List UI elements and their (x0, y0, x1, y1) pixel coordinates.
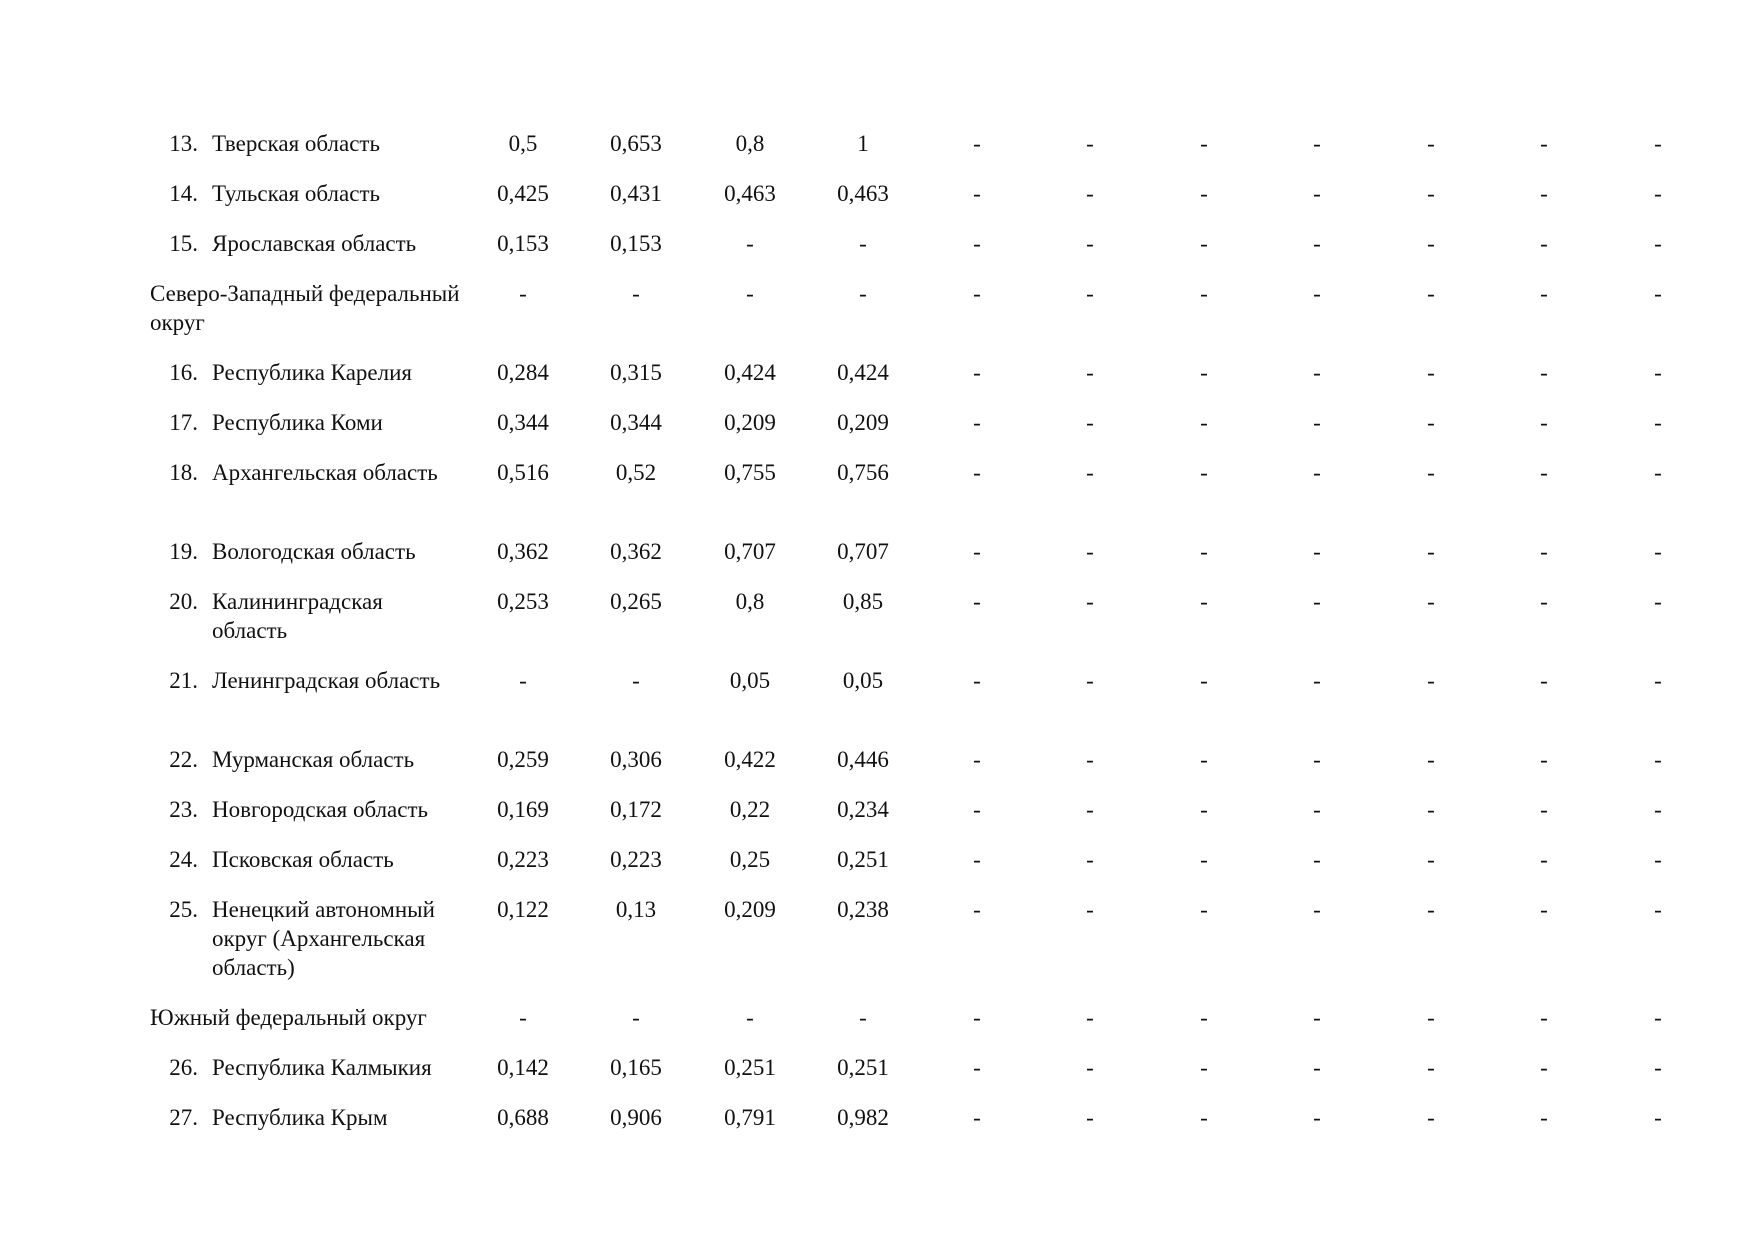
value-cell: 0,223 (610, 847, 662, 872)
value-cell: - (1654, 1055, 1662, 1080)
region-name: Тверская область (212, 131, 380, 156)
value-cell: 0,431 (610, 181, 662, 206)
region-name: Республика Карелия (212, 360, 413, 385)
value-cell: - (1313, 1005, 1321, 1030)
value-cell: - (1427, 181, 1435, 206)
value-cell: - (1654, 747, 1662, 772)
value-cell: - (1654, 360, 1662, 385)
value-cell: - (1200, 1055, 1208, 1080)
value-cell: - (1313, 360, 1321, 385)
value-cell: 0,05 (842, 668, 884, 693)
value-cell: - (746, 1005, 754, 1030)
value-cell: - (973, 1005, 981, 1030)
value-cell: - (1654, 589, 1662, 614)
value-cell: 0,265 (610, 589, 662, 614)
value-cell: 0,259 (497, 747, 549, 772)
value-cell: 0,209 (837, 410, 889, 435)
value-cell: - (1313, 460, 1321, 485)
value-cell: - (1654, 1105, 1662, 1130)
table-row (150, 1053, 1680, 1103)
value-cell: - (973, 131, 981, 156)
value-cell: - (1200, 1005, 1208, 1030)
value-cell: - (1200, 231, 1208, 256)
value-cell: - (1654, 181, 1662, 206)
table-row (150, 129, 1680, 179)
value-cell: - (1427, 1005, 1435, 1030)
value-cell: 0,707 (837, 539, 889, 564)
value-cell: - (1313, 539, 1321, 564)
value-cell: 0,209 (724, 410, 776, 435)
value-cell: 0,153 (610, 231, 662, 256)
value-cell: - (973, 231, 981, 256)
value-cell: 0,906 (610, 1105, 662, 1130)
value-cell: 0,463 (837, 181, 889, 206)
region-name: Ленинградская область (212, 668, 441, 693)
value-cell: - (1427, 589, 1435, 614)
value-cell: 0,5 (508, 131, 538, 156)
value-cell: 0,8 (735, 131, 765, 156)
row-number: 15. (169, 231, 198, 256)
table-row (150, 745, 1680, 795)
value-cell: - (1540, 747, 1548, 772)
value-cell: - (1086, 539, 1094, 564)
value-cell: - (1654, 668, 1662, 693)
value-cell: - (1654, 281, 1662, 306)
value-cell: 0,446 (837, 747, 889, 772)
value-cell: - (973, 847, 981, 872)
value-cell: 0,8 (735, 589, 765, 614)
row-number: 27. (169, 1105, 198, 1130)
value-cell: - (1654, 897, 1662, 922)
value-cell: - (973, 360, 981, 385)
value-cell: - (1313, 797, 1321, 822)
value-cell: - (1200, 360, 1208, 385)
value-cell: - (1654, 410, 1662, 435)
value-cell: - (1654, 1005, 1662, 1030)
value-cell: - (973, 410, 981, 435)
value-cell: 0,424 (837, 360, 889, 385)
value-cell: 0,251 (837, 1055, 889, 1080)
value-cell: - (1086, 847, 1094, 872)
table-row (150, 895, 1680, 1003)
value-cell: - (1540, 281, 1548, 306)
value-cell: 0,25 (729, 847, 771, 872)
value-cell: 0,755 (724, 460, 776, 485)
value-cell: 0,85 (842, 589, 884, 614)
value-cell: - (1427, 281, 1435, 306)
value-cell: - (1313, 131, 1321, 156)
value-cell: - (1654, 231, 1662, 256)
region-name: Республика Калмыкия (212, 1055, 432, 1080)
value-cell: - (1200, 847, 1208, 872)
value-cell: - (973, 281, 981, 306)
value-cell: - (1313, 410, 1321, 435)
value-cell: - (1654, 797, 1662, 822)
value-cell: - (1654, 539, 1662, 564)
value-cell: - (1200, 668, 1208, 693)
region-name: Республика Коми (212, 410, 383, 435)
value-cell: - (973, 1055, 981, 1080)
table-row (150, 408, 1680, 458)
value-cell: - (973, 797, 981, 822)
value-cell: 0,707 (724, 539, 776, 564)
value-cell: 0,982 (837, 1105, 889, 1130)
value-cell: 0,425 (497, 181, 549, 206)
value-cell: - (519, 668, 527, 693)
value-cell: - (1086, 131, 1094, 156)
value-cell: - (1540, 181, 1548, 206)
value-cell: - (1427, 131, 1435, 156)
value-cell: - (1086, 181, 1094, 206)
row-number: 21. (169, 668, 198, 693)
value-cell: - (1200, 131, 1208, 156)
value-cell: 0,344 (610, 410, 662, 435)
value-cell: - (1427, 410, 1435, 435)
value-cell: - (973, 747, 981, 772)
value-cell: 0,251 (724, 1055, 776, 1080)
value-cell: - (519, 1005, 527, 1030)
region-name: Псковская область (212, 847, 394, 872)
value-cell: - (1313, 1055, 1321, 1080)
district-row (150, 1003, 1680, 1053)
value-cell: - (1313, 589, 1321, 614)
value-cell: - (1086, 797, 1094, 822)
table-row (150, 458, 1680, 537)
value-cell: - (632, 1005, 640, 1030)
region-name: Мурманская область (212, 747, 415, 772)
region-name: Калининградская область (212, 589, 383, 643)
value-cell: - (1427, 360, 1435, 385)
value-cell: - (1086, 589, 1094, 614)
value-cell: - (1427, 897, 1435, 922)
row-number: 25. (169, 897, 198, 922)
table-row (150, 179, 1680, 229)
value-cell: - (973, 589, 981, 614)
value-cell: - (1427, 1055, 1435, 1080)
row-number: 22. (169, 747, 198, 772)
row-number: 20. (169, 589, 198, 614)
district-name: Северо-Западный федеральный округ (150, 281, 460, 335)
region-name: Тульская область (212, 181, 380, 206)
value-cell: - (1086, 460, 1094, 485)
value-cell: - (1654, 847, 1662, 872)
value-cell: - (1540, 847, 1548, 872)
value-cell: - (1313, 181, 1321, 206)
table-row (150, 587, 1680, 666)
value-cell: 0,238 (837, 897, 889, 922)
value-cell: 0,153 (497, 231, 549, 256)
value-cell: - (519, 281, 527, 306)
value-cell: 0,306 (610, 747, 662, 772)
value-cell: 0,05 (729, 668, 771, 693)
value-cell: 0,422 (724, 747, 776, 772)
row-number: 26. (169, 1055, 198, 1080)
value-cell: - (1540, 1005, 1548, 1030)
value-cell: - (1086, 747, 1094, 772)
value-cell: 0,424 (724, 360, 776, 385)
table-row (150, 795, 1680, 845)
value-cell: 0,344 (497, 410, 549, 435)
value-cell: - (1540, 410, 1548, 435)
value-cell: - (1200, 281, 1208, 306)
value-cell: - (1427, 460, 1435, 485)
value-cell: - (1086, 897, 1094, 922)
value-cell: - (1540, 668, 1548, 693)
value-cell: - (973, 1105, 981, 1130)
table-row (150, 845, 1680, 895)
value-cell: - (973, 668, 981, 693)
value-cell: 0,284 (497, 360, 549, 385)
value-cell: 0,52 (615, 460, 657, 485)
value-cell: - (1313, 1105, 1321, 1130)
value-cell: - (1086, 410, 1094, 435)
value-cell: - (1427, 847, 1435, 872)
value-cell: - (973, 460, 981, 485)
value-cell: - (746, 281, 754, 306)
row-number: 24. (169, 847, 198, 872)
row-number: 19. (169, 539, 198, 564)
value-cell: - (1200, 539, 1208, 564)
table-row (150, 358, 1680, 408)
value-cell: - (1654, 460, 1662, 485)
value-cell: - (1200, 1105, 1208, 1130)
value-cell: - (1540, 231, 1548, 256)
table-row (150, 1103, 1680, 1153)
value-cell: 0,688 (497, 1105, 549, 1130)
table-row (150, 537, 1680, 587)
value-cell: - (1540, 897, 1548, 922)
value-cell: - (1313, 747, 1321, 772)
value-cell: 0,142 (497, 1055, 549, 1080)
region-name: Новгородская область (212, 797, 429, 822)
region-name: Республика Крым (212, 1105, 388, 1130)
value-cell: 0,172 (610, 797, 662, 822)
district-name: Южный федеральный округ (150, 1005, 427, 1030)
value-cell: 0,362 (610, 539, 662, 564)
value-cell: - (1313, 281, 1321, 306)
value-cell: - (1086, 360, 1094, 385)
value-cell: - (1086, 1005, 1094, 1030)
value-cell: 0,169 (497, 797, 549, 822)
value-cell: - (859, 231, 867, 256)
value-cell: - (1427, 231, 1435, 256)
value-cell: - (1540, 131, 1548, 156)
value-cell: - (1427, 747, 1435, 772)
value-cell: - (1313, 231, 1321, 256)
value-cell: - (1540, 360, 1548, 385)
value-cell: - (1200, 460, 1208, 485)
value-cell: 0,223 (497, 847, 549, 872)
value-cell: 0,234 (837, 797, 889, 822)
value-cell: - (1427, 539, 1435, 564)
value-cell: - (1200, 410, 1208, 435)
value-cell: - (859, 281, 867, 306)
value-cell: - (1540, 539, 1548, 564)
value-cell: - (973, 897, 981, 922)
value-cell: - (1086, 1055, 1094, 1080)
value-cell: - (1313, 668, 1321, 693)
value-cell: 0,315 (610, 360, 662, 385)
value-cell: 0,251 (837, 847, 889, 872)
value-cell: 0,122 (497, 897, 549, 922)
value-cell: 0,13 (615, 897, 657, 922)
table-row (150, 229, 1680, 279)
value-cell: - (1313, 847, 1321, 872)
value-cell: - (1086, 281, 1094, 306)
row-number: 18. (169, 460, 198, 485)
value-cell: - (1200, 797, 1208, 822)
value-cell: - (1654, 131, 1662, 156)
value-cell: - (859, 1005, 867, 1030)
value-cell: - (1200, 589, 1208, 614)
row-number: 16. (169, 360, 198, 385)
value-cell: - (1540, 589, 1548, 614)
value-cell: - (1313, 897, 1321, 922)
value-cell: 0,653 (610, 131, 662, 156)
value-cell: - (1086, 668, 1094, 693)
value-cell: - (973, 181, 981, 206)
value-cell: - (1540, 1055, 1548, 1080)
table-row (150, 666, 1680, 745)
value-cell: - (973, 539, 981, 564)
value-cell: 0,463 (724, 181, 776, 206)
region-name: Вологодская область (212, 539, 416, 564)
value-cell: 0,209 (724, 897, 776, 922)
row-number: 17. (169, 410, 198, 435)
row-number: 23. (169, 797, 198, 822)
value-cell: - (1427, 1105, 1435, 1130)
district-row (150, 279, 1680, 358)
regional-data-table (150, 129, 1680, 1153)
value-cell: - (1200, 897, 1208, 922)
value-cell: - (746, 231, 754, 256)
value-cell: 0,516 (497, 460, 549, 485)
row-number: 13. (169, 131, 198, 156)
value-cell: 1 (857, 131, 869, 156)
value-cell: 0,791 (724, 1105, 776, 1130)
value-cell: - (1427, 668, 1435, 693)
region-name: Архангельская область (212, 460, 438, 485)
region-name: Ненецкий автономный округ (Архангельская область) (212, 897, 435, 980)
value-cell: - (1540, 797, 1548, 822)
value-cell: - (1086, 231, 1094, 256)
region-name: Ярославская область (212, 231, 417, 256)
value-cell: 0,165 (610, 1055, 662, 1080)
value-cell: - (1200, 181, 1208, 206)
row-number: 14. (169, 181, 198, 206)
value-cell: - (632, 668, 640, 693)
value-cell: 0,362 (497, 539, 549, 564)
value-cell: - (1540, 460, 1548, 485)
value-cell: - (1427, 797, 1435, 822)
value-cell: - (632, 281, 640, 306)
value-cell: - (1540, 1105, 1548, 1130)
value-cell: 0,756 (837, 460, 889, 485)
value-cell: 0,253 (497, 589, 549, 614)
value-cell: - (1200, 747, 1208, 772)
value-cell: - (1086, 1105, 1094, 1130)
value-cell: 0,22 (729, 797, 771, 822)
